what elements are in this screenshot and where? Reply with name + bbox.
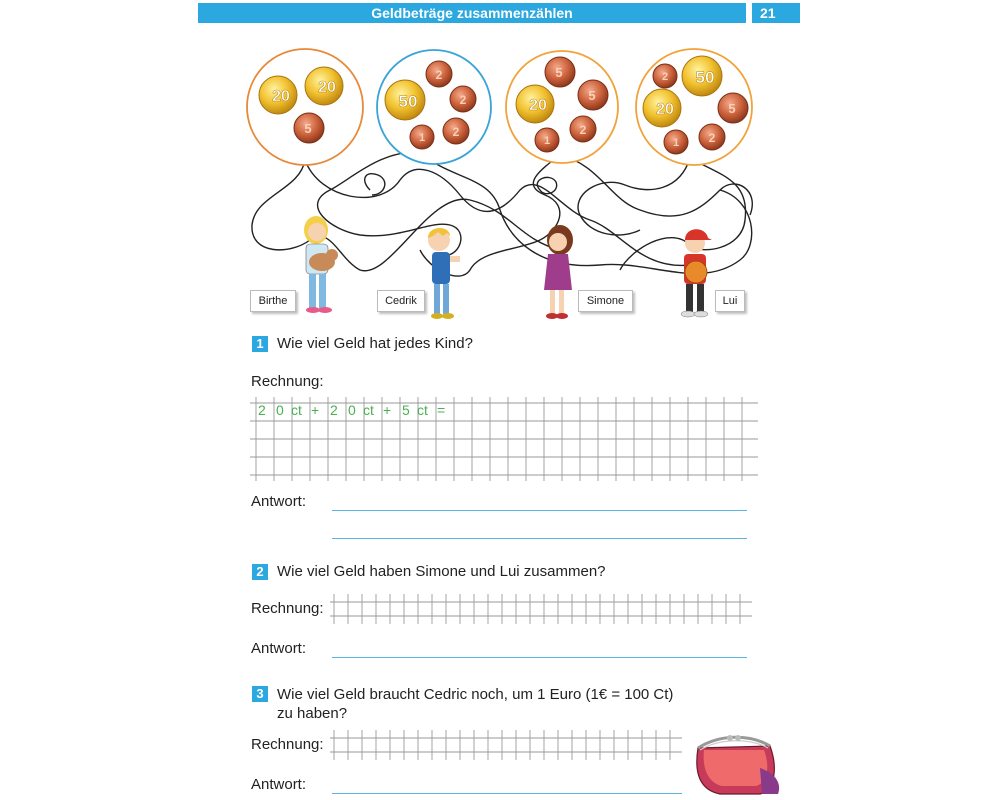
- example-cell: ct: [363, 402, 374, 418]
- child-cedrik: [428, 228, 460, 319]
- example-cell: 2: [330, 402, 338, 418]
- svg-text:1: 1: [418, 132, 426, 144]
- example-cell: +: [383, 402, 392, 418]
- task-1-calc-label: Rechnung:: [251, 373, 324, 390]
- svg-text:20: 20: [656, 101, 674, 118]
- example-cell: 5: [402, 402, 410, 418]
- svg-text:2: 2: [661, 71, 669, 83]
- svg-text:5: 5: [555, 65, 563, 80]
- svg-text:50: 50: [695, 68, 715, 87]
- task-3-question-line-2: zu haben?: [277, 705, 348, 722]
- task-1-answer-line-1[interactable]: [332, 510, 747, 511]
- svg-text:1: 1: [672, 137, 680, 149]
- task-3-answer-line[interactable]: [332, 793, 682, 794]
- task-number-2: 2: [252, 564, 268, 580]
- task-2-answer-line[interactable]: [332, 657, 747, 658]
- task-3-question-line-1: Wie viel Geld braucht Cedric noch, um 1 Euro (1€ = 100 Ct): [277, 686, 674, 703]
- svg-text:2: 2: [708, 131, 716, 145]
- task-number-3: 3: [252, 686, 268, 702]
- svg-text:5: 5: [728, 101, 736, 116]
- illustration: [0, 0, 1000, 330]
- child-simone: [544, 225, 573, 319]
- name-card-birthe: Birthe: [250, 290, 296, 312]
- svg-text:1: 1: [543, 135, 551, 147]
- example-cell: 2: [258, 402, 266, 418]
- example-cell: ct: [417, 402, 428, 418]
- svg-text:20: 20: [529, 97, 547, 114]
- svg-text:2: 2: [435, 68, 443, 82]
- task-2-calc-strip[interactable]: [330, 594, 752, 624]
- child-birthe: [304, 216, 338, 313]
- example-cell: =: [437, 402, 446, 418]
- svg-text:2: 2: [459, 93, 467, 107]
- task-3-answer-label: Antwort:: [251, 776, 307, 793]
- task-number-1: 1: [252, 336, 268, 352]
- svg-text:2: 2: [452, 125, 460, 139]
- name-card-simone: Simone: [578, 290, 633, 312]
- name-card-cedrik: Cedrik: [377, 290, 425, 312]
- svg-text:20: 20: [272, 88, 290, 105]
- task-1-answer-line-2[interactable]: [332, 538, 747, 539]
- task-1-question: Wie viel Geld hat jedes Kind?: [277, 335, 473, 352]
- purse-icon: [690, 728, 785, 798]
- example-cell: +: [311, 402, 320, 418]
- name-card-lui: Lui: [715, 290, 745, 312]
- task-2-answer-label: Antwort:: [251, 640, 307, 657]
- svg-text:5: 5: [588, 88, 596, 103]
- task-1-answer-label: Antwort:: [251, 493, 307, 510]
- page-number: 21: [752, 3, 800, 23]
- svg-text:5: 5: [304, 121, 312, 136]
- example-cell: 0: [348, 402, 356, 418]
- task-2-calc-label: Rechnung:: [251, 600, 324, 617]
- task-1-grid[interactable]: [250, 397, 758, 481]
- svg-text:2: 2: [579, 123, 587, 137]
- svg-text:20: 20: [318, 79, 336, 96]
- example-cell: ct: [291, 402, 302, 418]
- svg-text:50: 50: [398, 92, 418, 111]
- task-3-calc-strip[interactable]: [330, 730, 682, 760]
- example-cell: 0: [276, 402, 284, 418]
- task-3-calc-label: Rechnung:: [251, 736, 324, 753]
- page-title: Geldbeträge zusammenzählen: [198, 3, 746, 23]
- task-2-question: Wie viel Geld haben Simone und Lui zusammen?: [277, 563, 606, 580]
